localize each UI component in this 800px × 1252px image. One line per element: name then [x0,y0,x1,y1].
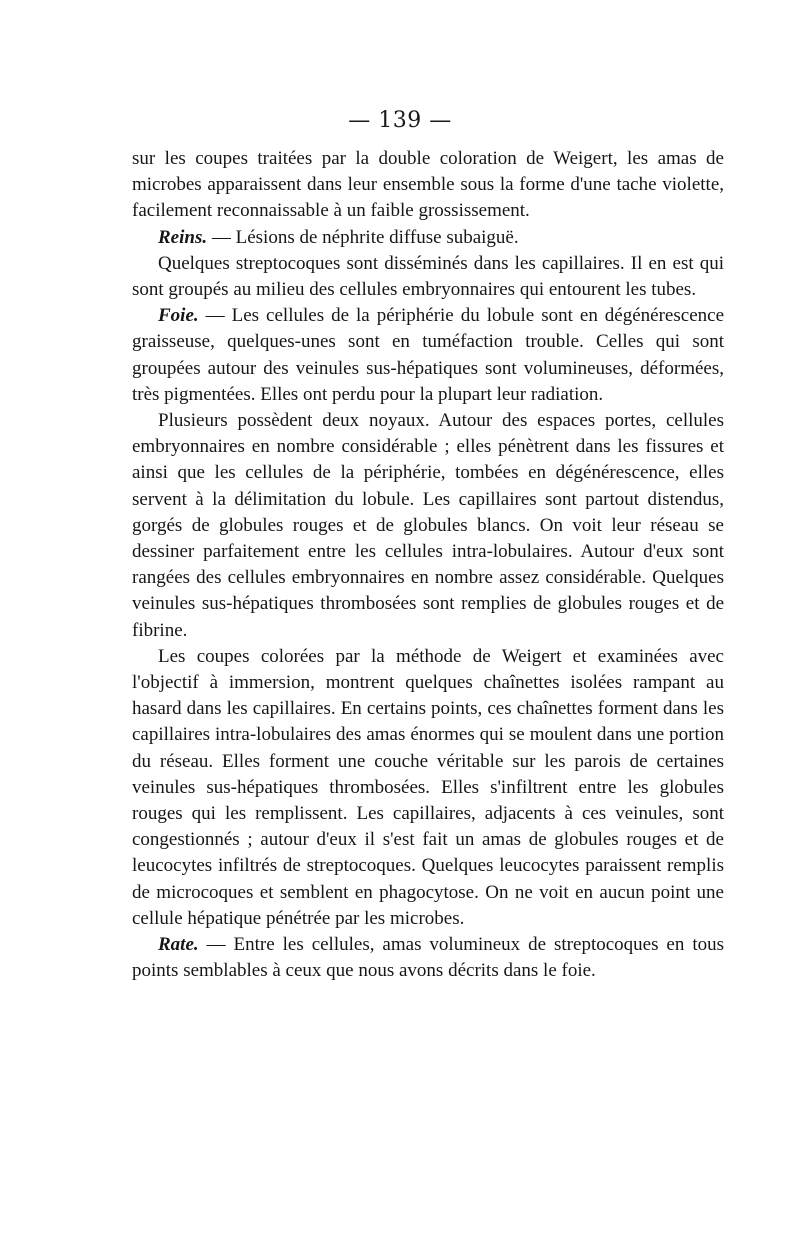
paragraph-text: sur les coupes traitées par la double coloration de Weigert, les amas de microbes apparaissent dans leur ensemble sous la forme d'une tache violette, facilement reconnaissable à un faible grossissement. [132,148,724,222]
section-heading-reins: Reins. [158,226,208,248]
page-number: — 139 — [348,108,452,133]
paragraph-reins-body [132,251,724,303]
paragraph-foie [132,303,724,408]
paragraph-foie-noyaux [132,408,724,644]
paragraph-reins-heading [132,225,724,251]
paragraph-rate [132,932,724,984]
paragraph-text: Quelques streptocoques sont disséminés dans les capillaires. Il en est qui sont groupés au milieu des cellules embryonnaires qui entourent les tubes. [132,252,724,301]
section-heading-rate: Rate. [158,934,199,956]
body-text [132,146,724,985]
paragraph-text: — Entre les cellules, amas volumineux de streptocoques en tous points semblables à ceux que nous avons décrits dans le foie. [132,934,724,982]
paragraph-text: Plusieurs possèdent deux noyaux. Autour des espaces portes, cellules embryonnaires en nombre considérable ; elles pénètrent dans les fissures et ainsi que les cellules de la périphérie, tombées en dégénérescence, elles servent à la délimitation du lobule. Les capillaires sont partout distendus, gorgés de globules rouges et de globules blancs. On voit leur réseau se dessiner parfaitement entre les cellules intra-lobulaires. Autour d'eux sont rangées des cellules embryonnaires en nombre assez considérable. Quelques veinules sus-hépatiques thrombosées sont remplies de globules rouges et de fibrine. [132,410,724,641]
paragraph-foie-weigert [132,644,724,932]
section-heading-foie: Foie. [158,305,199,327]
paragraph-text: — Les cellules de la périphérie du lobule sont en dégénérescence graisseuse, quelques-unes sont en tuméfaction trouble. Celles qui sont groupées autour des veinules sus-hépatiques sont volumineuses, déformées, très pigmentées. Elles ont perdu pour la plupart leur radiation. [132,305,724,405]
paragraph-text: — Lésions de néphrite diffuse subaiguë. [207,226,519,248]
paragraph-text: Les coupes colorées par la méthode de Weigert et examinées avec l'objectif à immersion, montrent quelques chaînettes isolées rampant au hasard dans les capillaires. En certains points, ces chaînettes forment dans les capillaires intra-lobulaires des amas énormes qui se moulent dans une portion du réseau. Elles forment une couche véritable sur les parois de certaines veinules sus-hépatiques thrombosées. Elles s'infiltrent entre les globules rouges qui les remplissent. Les capillaires, adjacents à ces veinules, sont congestionnés ; autour d'eux il s'est fait un amas de globules rouges et de leucocytes infiltrés de streptocoques. Quelques leucocytes paraissent remplis de microcoques et semblent en phagocytose. On ne voit en aucun point une cellule hépatique pénétrée par les microbes. [132,645,724,929]
paragraph-continuation [132,146,724,225]
